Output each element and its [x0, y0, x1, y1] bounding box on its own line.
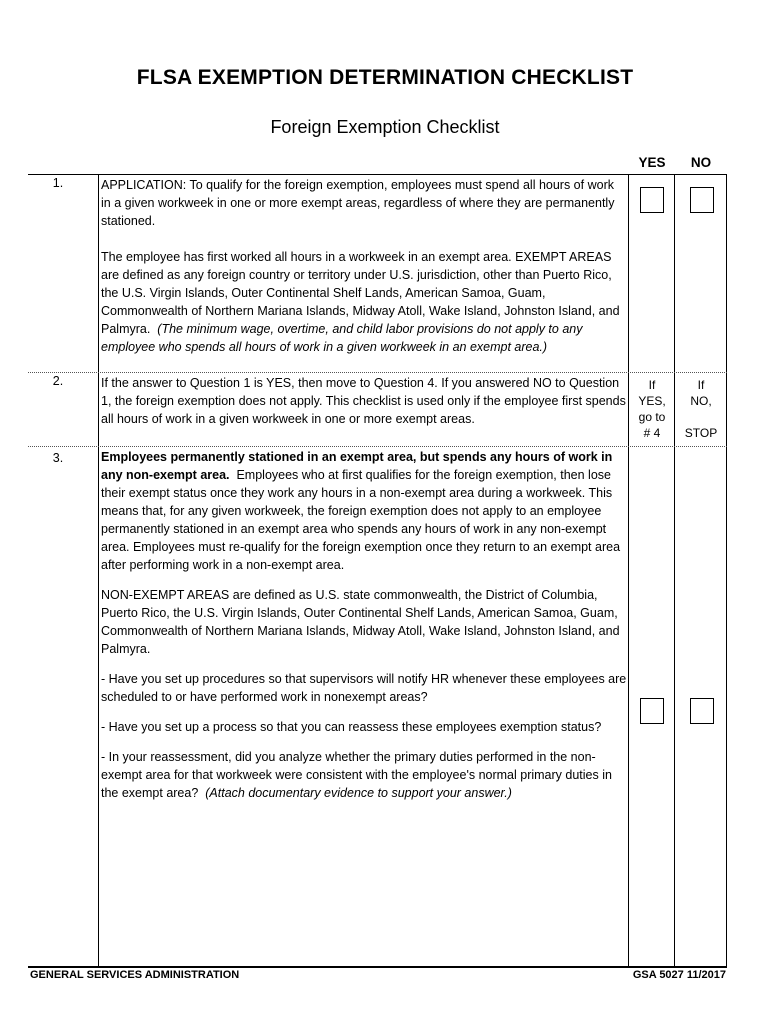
no-instruction-line: If [697, 378, 705, 392]
question-3-no-checkbox[interactable] [690, 698, 714, 724]
question-1-areas-definition: The employee has first worked all hours in a workweek in an exempt area. EXEMPT AREAS are defined as any foreign country or territory under U.S. jurisdiction, other than Puerto Rico, the U.S. Virgin Islands, Outer Continental Shelf Lands, American Samoa, Guam, Commonwealth of Northern Mariana Islands, Midway Atoll, Wake Island, Johnston Island, and Palmyra. [101, 250, 620, 336]
page-subtitle: Foreign Exemption Checklist [270, 117, 500, 137]
table-top-border [28, 174, 727, 175]
question-number-3: 3. [52, 451, 64, 465]
no-instruction-line: STOP [684, 426, 718, 440]
footer-agency: GENERAL SERVICES ADMINISTRATION [30, 969, 240, 981]
question-1-yes-checkbox[interactable] [640, 187, 664, 213]
question-2-yes-instruction [630, 377, 674, 441]
question-1-no-checkbox[interactable] [690, 187, 714, 213]
table-divider-yes [628, 174, 629, 967]
yes-instruction-line: If [648, 378, 656, 392]
row-separator-2 [28, 446, 727, 447]
yes-instruction-line: YES, [638, 394, 666, 408]
question-3c-text: - In your reassessment, did you analyze whether the primary duties performed in the non-exempt area for that workweek were consistent with the employee's normal primary duties in the exempt area? [101, 750, 612, 800]
table-right-border [726, 174, 727, 967]
question-3b: - Have you set up a process so that you can reassess these employees exemption status? [101, 720, 602, 734]
page-title: FLSA EXEMPTION DETERMINATION CHECKLIST [136, 66, 634, 89]
question-1-application: APPLICATION: To qualify for the foreign exemption, employees must spend all hours of work in a given workweek in one or more exempt areas, regardless of where they are permanently stationed. [101, 178, 615, 228]
question-2-no-instruction [676, 377, 726, 441]
question-3-nonexempt-areas: NON-EXEMPT AREAS are defined as U.S. state commonwealth, the District of Columbia, Puerto Rico, the U.S. Virgin Islands, Outer Continental Shelf Lands, American Samoa, Guam, Commonwealth of Northern Mariana Islands, Midway Atoll, Wake Island, Johnston Island, and Palmyra. [101, 588, 620, 656]
question-3c [101, 748, 627, 802]
question-3-bold-lead: Employees permanently stationed in an exempt area, but spends any hours of work in any non-exempt area. [101, 450, 613, 482]
question-2-text: If the answer to Question 1 is YES, then move to Question 4. If you answered NO to Question 1, the foreign exemption does not apply. This checklist is used only if the employee first spends all hours of work in a given workweek in one or more exempt areas. [101, 376, 626, 426]
table-bottom-border [28, 966, 727, 968]
column-header-no: NO [690, 155, 712, 170]
yes-instruction-line: # 4 [643, 426, 661, 440]
table-divider-no [674, 174, 675, 967]
row-separator-1 [28, 372, 727, 373]
question-1-text [101, 176, 627, 356]
question-1-areas-note: (The minimum wage, overtime, and child labor provisions do not apply to any employee who spends all hours of work in a given workweek in an exempt area.) [101, 322, 583, 354]
table-divider-number [98, 174, 99, 967]
question-3-intro [101, 448, 627, 574]
column-header-yes: YES [638, 155, 666, 170]
question-1-exempt-areas [101, 248, 627, 356]
question-3c-note: (Attach documentary evidence to support your answer.) [205, 786, 512, 800]
footer-form-number: GSA 5027 11/2017 [632, 969, 726, 981]
question-number-2: 2. [52, 374, 64, 388]
yes-instruction-line: go to [638, 410, 666, 424]
question-3-yes-checkbox[interactable] [640, 698, 664, 724]
question-3-body: Employees who at first qualifies for the foreign exemption, then lose their exempt status once they work any hours in a non-exempt area during a workweek. This means that, for any given workweek, the foreign exemption does not apply to an employee permanently stationed in an exempt area who spends any hours of work in any non-exempt area. Employees must re-qualify for the foreign exemption once they return to an exempt area after performing work in a non-exempt area. [101, 468, 621, 572]
question-number-1: 1. [52, 176, 64, 190]
question-3a: - Have you set up procedures so that supervisors will notify HR whenever these employees are scheduled to or have performed work in nonexempt areas? [101, 672, 627, 704]
no-instruction-line [676, 409, 726, 425]
question-3-text [101, 448, 627, 802]
no-instruction-line: NO, [690, 394, 712, 408]
